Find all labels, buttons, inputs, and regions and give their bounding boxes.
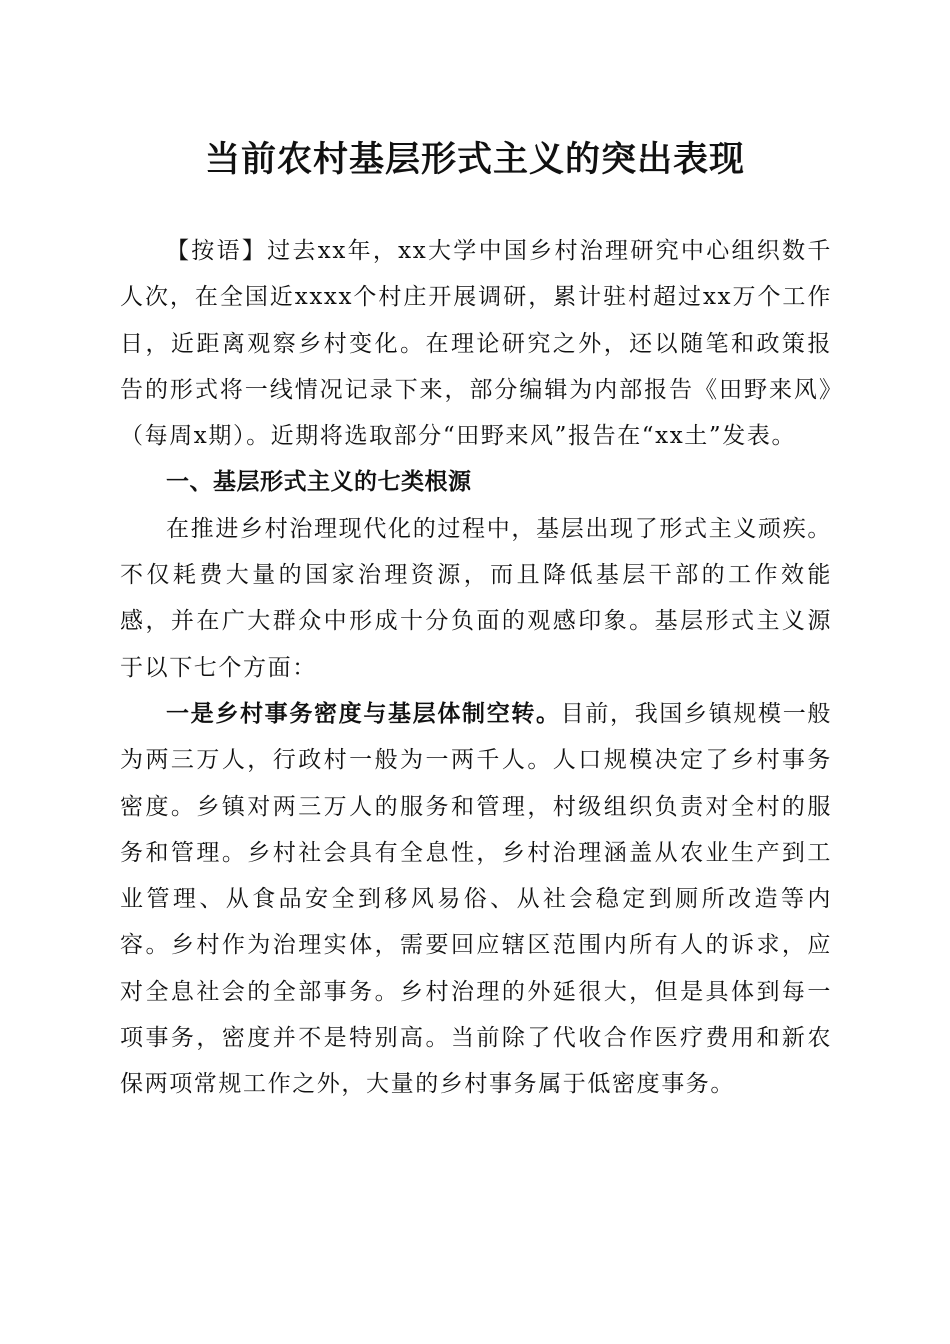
point-one-paragraph [120, 691, 832, 1108]
document-title: 当前农村基层形式主义的突出表现 [204, 139, 745, 180]
section-intro-paragraph: 在推进乡村治理现代化的过程中，基层出现了形式主义顽疾。不仅耗费大量的国家治理资源，而且降低基层干部的工作效能感，并在广大群众中形成十分负面的观感印象。基层形式主义源于以下七个方面： [120, 515, 832, 681]
section-heading: 一、基层形式主义的七类根源 [166, 469, 472, 496]
preface-paragraph: 【按语】过去xx年，xx大学中国乡村治理研究中心组织数千人次，在全国近xxxx个村庄开展调研，累计驻村超过xx万个工作日，近距离观察乡村变化。在理论研究之外，还以随笔和政策报告的形式将一线情况记录下来，部分编辑为内部报告《田野来风》（每周x期）。近期将选取部分“田野来风”报告在“xx土”发表。 [120, 238, 832, 450]
document-body [120, 228, 832, 1108]
point-one-body: 目前，我国乡镇规模一般为两三万人，行政村一般为一两千人。人口规模决定了乡村事务密度。乡镇对两三万人的服务和管理，村级组织负责对全村的服务和管理。乡村社会具有全息性，乡村治理涵盖从农业生产到工业管理、从食品安全到移风易俗、从社会稳定到厕所改造等内容。乡村作为治理实体，需要回应辖区范围内所有人的诉求，应对全息社会的全部事务。乡村治理的外延很大，但是具体到每一项事务，密度并不是特别高。当前除了代收合作医疗费用和新农保两项常规工作之外，大量的乡村事务属于低密度事务。 [120, 700, 832, 1098]
point-one-lead: 一是乡村事务密度与基层体制空转。 [166, 699, 561, 727]
